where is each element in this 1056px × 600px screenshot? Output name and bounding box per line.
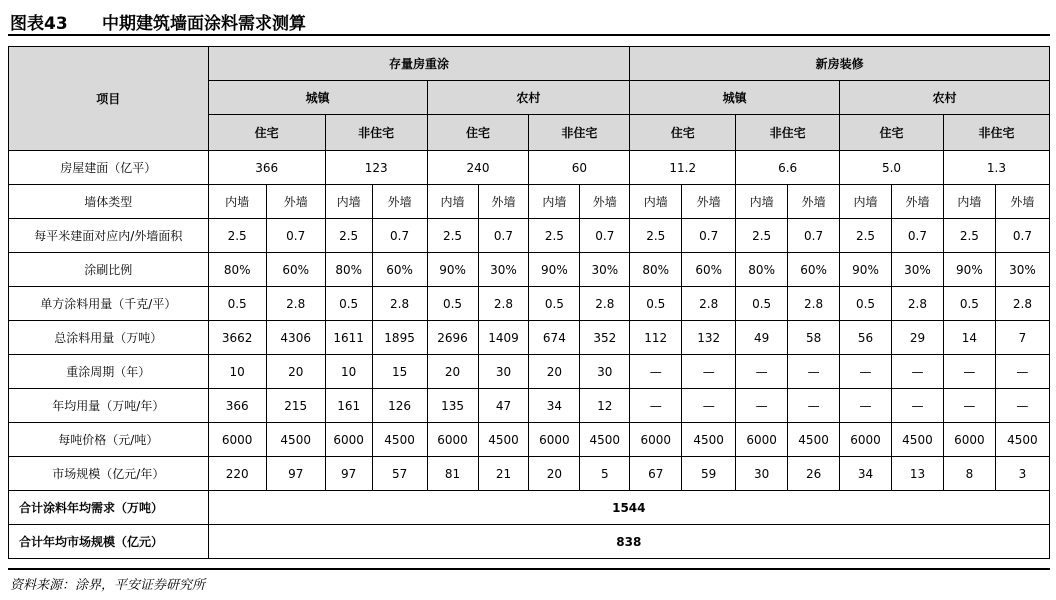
row-label: 墙体类型 — [9, 185, 209, 219]
total-demand-row — [9, 491, 1050, 525]
row-wall-type — [9, 185, 1050, 219]
table-cell: 29 — [891, 321, 943, 355]
type-header: 住宅 — [840, 115, 944, 151]
table-cell: 60% — [372, 253, 427, 287]
table-cell: 6000 — [630, 423, 682, 457]
table-cell: 81 — [427, 457, 478, 491]
table-cell: — — [891, 355, 943, 389]
table-cell: 30 — [736, 457, 788, 491]
table-cell: 90% — [427, 253, 478, 287]
group-header: 存量房重涂 — [208, 47, 630, 81]
table-cell: 1.3 — [943, 151, 1049, 185]
table-cell: — — [840, 355, 892, 389]
table-cell: 67 — [630, 457, 682, 491]
table-cell: 0.5 — [840, 287, 892, 321]
table-cell: 0.5 — [529, 287, 580, 321]
table-cell: 4500 — [995, 423, 1049, 457]
table-cell: 外墙 — [891, 185, 943, 219]
table-cell: 90% — [840, 253, 892, 287]
table-cell: 2.8 — [995, 287, 1049, 321]
table-cell: — — [630, 389, 682, 423]
table-cell: — — [943, 355, 995, 389]
table-cell: 4500 — [372, 423, 427, 457]
total-demand-value: 1544 — [208, 491, 1049, 525]
table-cell: — — [995, 355, 1049, 389]
table-cell: 20 — [266, 355, 325, 389]
type-header: 住宅 — [208, 115, 325, 151]
row-label: 单方涂料用量（千克/平） — [9, 287, 209, 321]
row-cycle — [9, 355, 1050, 389]
table-cell: 21 — [478, 457, 529, 491]
table-cell: 30 — [478, 355, 529, 389]
table-cell: 4500 — [478, 423, 529, 457]
source-note — [8, 568, 1050, 592]
table-cell: 0.5 — [325, 287, 372, 321]
table-cell: 80% — [208, 253, 266, 287]
type-header: 非住宅 — [529, 115, 630, 151]
table-cell: 135 — [427, 389, 478, 423]
table-cell: 内墙 — [325, 185, 372, 219]
table-cell: 2.8 — [580, 287, 630, 321]
table-cell: 6000 — [529, 423, 580, 457]
total-market-value: 838 — [208, 525, 1049, 559]
table-cell: 4500 — [788, 423, 840, 457]
row-unit-usage — [9, 287, 1050, 321]
table-cell: 4500 — [891, 423, 943, 457]
table-cell: — — [788, 389, 840, 423]
table-cell: — — [943, 389, 995, 423]
demand-table — [8, 46, 1050, 559]
table-cell: 80% — [736, 253, 788, 287]
table-cell: 外墙 — [788, 185, 840, 219]
table-cell: 60% — [682, 253, 736, 287]
table-cell: 6000 — [840, 423, 892, 457]
type-header: 非住宅 — [325, 115, 427, 151]
table-cell: 4500 — [580, 423, 630, 457]
row-label: 重涂周期（年） — [9, 355, 209, 389]
table-cell: 10 — [208, 355, 266, 389]
table-cell: 4500 — [266, 423, 325, 457]
table-cell: 161 — [325, 389, 372, 423]
table-cell: 外墙 — [995, 185, 1049, 219]
table-cell: 2.8 — [266, 287, 325, 321]
table-cell: — — [891, 389, 943, 423]
table-cell: 126 — [372, 389, 427, 423]
table-cell: 30% — [995, 253, 1049, 287]
row-label: 房屋建面（亿平） — [9, 151, 209, 185]
row-label: 每吨价格（元/吨） — [9, 423, 209, 457]
table-cell: 外墙 — [266, 185, 325, 219]
table-cell: 6.6 — [736, 151, 840, 185]
table-cell: 7 — [995, 321, 1049, 355]
table-cell: 352 — [580, 321, 630, 355]
table-cell: 5.0 — [840, 151, 944, 185]
table-cell: 内墙 — [840, 185, 892, 219]
row-label: 总涂料用量（万吨） — [9, 321, 209, 355]
table-cell: 2696 — [427, 321, 478, 355]
table-cell: 12 — [580, 389, 630, 423]
table-cell: 49 — [736, 321, 788, 355]
table-cell: 215 — [266, 389, 325, 423]
table-cell: 11.2 — [630, 151, 736, 185]
table-cell: 30% — [891, 253, 943, 287]
table-cell: 5 — [580, 457, 630, 491]
table-cell: 674 — [529, 321, 580, 355]
area-header: 农村 — [427, 81, 630, 115]
table-cell: 外墙 — [478, 185, 529, 219]
row-price — [9, 423, 1050, 457]
table-cell: 366 — [208, 389, 266, 423]
area-header: 城镇 — [208, 81, 427, 115]
row-market — [9, 457, 1050, 491]
table-cell: 4500 — [682, 423, 736, 457]
table-cell: 220 — [208, 457, 266, 491]
table-cell: 2.5 — [208, 219, 266, 253]
table-cell: 34 — [840, 457, 892, 491]
source-text: 资料来源：涂界，平安证券研究所 — [10, 578, 206, 593]
table-cell: 6000 — [208, 423, 266, 457]
table-cell: 123 — [325, 151, 427, 185]
table-cell: 0.7 — [891, 219, 943, 253]
table-cell: 0.5 — [208, 287, 266, 321]
table-cell: — — [995, 389, 1049, 423]
group-header: 新房装修 — [630, 47, 1050, 81]
area-header: 城镇 — [630, 81, 840, 115]
table-cell: 90% — [529, 253, 580, 287]
table-cell: 内墙 — [736, 185, 788, 219]
table-cell: 0.5 — [427, 287, 478, 321]
table-cell: 20 — [529, 457, 580, 491]
type-header: 非住宅 — [736, 115, 840, 151]
table-cell: 10 — [325, 355, 372, 389]
table-cell: 0.7 — [266, 219, 325, 253]
table-cell: 90% — [943, 253, 995, 287]
table-cell: 30 — [580, 355, 630, 389]
table-cell: 57 — [372, 457, 427, 491]
row-label: 每平米建面对应内/外墙面积 — [9, 219, 209, 253]
table-cell: 6000 — [943, 423, 995, 457]
table-cell: 34 — [529, 389, 580, 423]
table-cell: — — [682, 389, 736, 423]
table-cell: 112 — [630, 321, 682, 355]
figure-title-text: 中期建筑墙面涂料需求测算 — [102, 14, 306, 34]
table-cell: 外墙 — [580, 185, 630, 219]
row-wall-area — [9, 219, 1050, 253]
table-cell: 2.5 — [427, 219, 478, 253]
table-cell: 内墙 — [427, 185, 478, 219]
table-cell: — — [840, 389, 892, 423]
table-cell: 0.7 — [995, 219, 1049, 253]
table-cell: — — [736, 355, 788, 389]
row-label: 年均用量（万吨/年） — [9, 389, 209, 423]
table-cell: 30% — [478, 253, 529, 287]
table-cell: 2.8 — [682, 287, 736, 321]
table-cell: 2.5 — [325, 219, 372, 253]
table-cell: 3662 — [208, 321, 266, 355]
table-cell: 59 — [682, 457, 736, 491]
table-cell: 0.5 — [736, 287, 788, 321]
table-cell: 2.8 — [478, 287, 529, 321]
table-cell: 2.5 — [736, 219, 788, 253]
type-header: 住宅 — [427, 115, 529, 151]
type-header: 非住宅 — [943, 115, 1049, 151]
table-cell: 13 — [891, 457, 943, 491]
table-cell: 2.5 — [943, 219, 995, 253]
row-annual-usage — [9, 389, 1050, 423]
table-cell: 80% — [325, 253, 372, 287]
table-cell: 60% — [266, 253, 325, 287]
figure-number: 图表43 — [10, 14, 68, 34]
table-cell: 2.5 — [529, 219, 580, 253]
table-cell: 97 — [325, 457, 372, 491]
area-header: 农村 — [840, 81, 1050, 115]
row-paint-ratio — [9, 253, 1050, 287]
table-cell: 3 — [995, 457, 1049, 491]
table-cell: 2.8 — [372, 287, 427, 321]
table-cell: 47 — [478, 389, 529, 423]
table-cell: 0.7 — [372, 219, 427, 253]
table-cell: 2.5 — [630, 219, 682, 253]
table-cell: 20 — [427, 355, 478, 389]
table-cell: 内墙 — [529, 185, 580, 219]
table-cell: 外墙 — [372, 185, 427, 219]
table-cell: 56 — [840, 321, 892, 355]
total-market-row — [9, 525, 1050, 559]
table-cell: 内墙 — [943, 185, 995, 219]
table-cell: 0.7 — [580, 219, 630, 253]
table-cell: 366 — [208, 151, 325, 185]
table-cell: 26 — [788, 457, 840, 491]
table-cell: 58 — [788, 321, 840, 355]
table-cell: 2.8 — [788, 287, 840, 321]
table-cell: 1895 — [372, 321, 427, 355]
table-cell: — — [682, 355, 736, 389]
total-demand-label: 合计涂料年均需求（万吨） — [9, 491, 209, 525]
row-total-usage — [9, 321, 1050, 355]
table-cell: — — [630, 355, 682, 389]
table-cell: 6000 — [427, 423, 478, 457]
table-cell: 20 — [529, 355, 580, 389]
table-cell: 2.5 — [840, 219, 892, 253]
table-cell: 14 — [943, 321, 995, 355]
table-cell: 0.7 — [478, 219, 529, 253]
row-label: 市场规模（亿元/年） — [9, 457, 209, 491]
table-cell: 0.5 — [943, 287, 995, 321]
table-cell: 132 — [682, 321, 736, 355]
table-cell: — — [736, 389, 788, 423]
table-cell: 4306 — [266, 321, 325, 355]
table-cell: 0.7 — [682, 219, 736, 253]
item-header: 项目 — [9, 47, 209, 151]
row-area — [9, 151, 1050, 185]
row-label: 涂刷比例 — [9, 253, 209, 287]
table-cell: 0.5 — [630, 287, 682, 321]
table-cell: 1611 — [325, 321, 372, 355]
figure-title — [8, 6, 1050, 36]
table-cell: 97 — [266, 457, 325, 491]
type-header: 住宅 — [630, 115, 736, 151]
table-cell: 8 — [943, 457, 995, 491]
table-cell: 外墙 — [682, 185, 736, 219]
table-cell: 60% — [788, 253, 840, 287]
table-cell: 6000 — [325, 423, 372, 457]
table-cell: 内墙 — [208, 185, 266, 219]
table-cell: 2.8 — [891, 287, 943, 321]
table-cell: 内墙 — [630, 185, 682, 219]
table-cell: — — [788, 355, 840, 389]
table-cell: 0.7 — [788, 219, 840, 253]
table-cell: 80% — [630, 253, 682, 287]
table-cell: 1409 — [478, 321, 529, 355]
table-cell: 15 — [372, 355, 427, 389]
total-market-label: 合计年均市场规模（亿元） — [9, 525, 209, 559]
table-cell: 6000 — [736, 423, 788, 457]
table-cell: 240 — [427, 151, 529, 185]
table-cell: 60 — [529, 151, 630, 185]
table-cell: 30% — [580, 253, 630, 287]
